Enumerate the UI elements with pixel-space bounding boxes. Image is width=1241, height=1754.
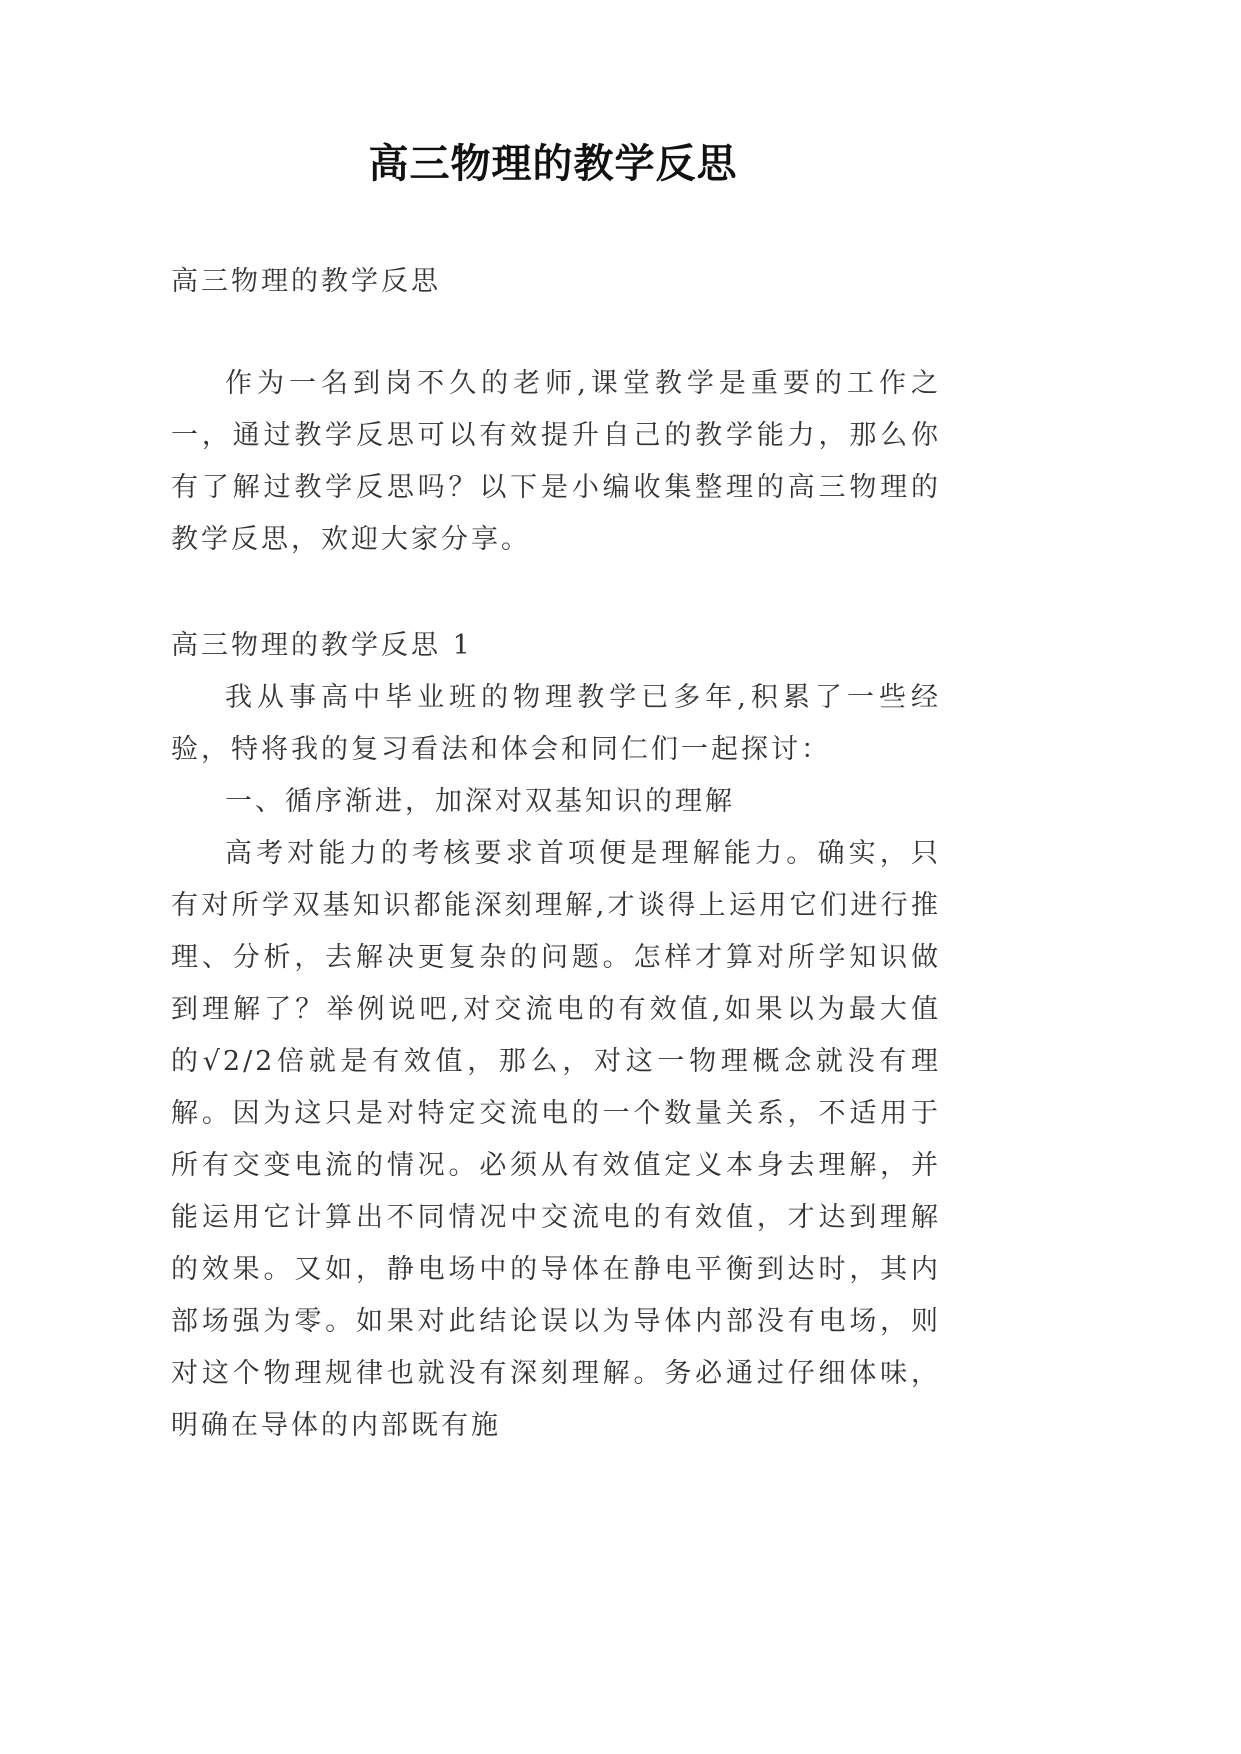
section-subheading: 一、循序渐进，加深对双基知识的理解: [225, 786, 735, 817]
body-paragraph: 我从事高中毕业班的物理教学已多年,积累了一些经验，特将我的复习看法和体会和同仁们一起探讨：: [171, 682, 941, 765]
section-body: [171, 672, 941, 1452]
intro-paragraph-block: [171, 358, 941, 566]
body-paragraph: 高考对能力的考核要求首项便是理解能力。确实，只有对所学双基知识都能深刻理解,才谈得上运用它们进行推理、分析，去解决更复杂的问题。怎样才算对所学知识做到理解了？举例说吧,对交流电的有效值,如果以为最大值的√2/2倍就是有效值，那么，对这一物理概念就没有理解。因为这只是对特定交流电的一个数量关系，不适用于所有交变电流的情况。必须从有效值定义本身去理解，并能运用它计算出不同情况中交流电的有效值，才达到理解的效果。又如，静电场中的导体在静电平衡到达时，其内部场强为零。如果对此结论误以为导体内部没有电场，则对这个物理规律也就没有深刻理解。务必通过仔细体味，明确在导体的内部既有施: [171, 838, 941, 1441]
document-subtitle: 高三物理的教学反思: [171, 266, 441, 297]
document-title: 高三物理的教学反思: [368, 140, 738, 187]
intro-paragraph: 作为一名到岗不久的老师,课堂教学是重要的工作之一，通过教学反思可以有效提升自己的教学能力，那么你有了解过教学反思吗？以下是小编收集整理的高三物理的教学反思，欢迎大家分享。: [171, 368, 941, 555]
section-heading: 高三物理的教学反思 1: [171, 630, 473, 661]
